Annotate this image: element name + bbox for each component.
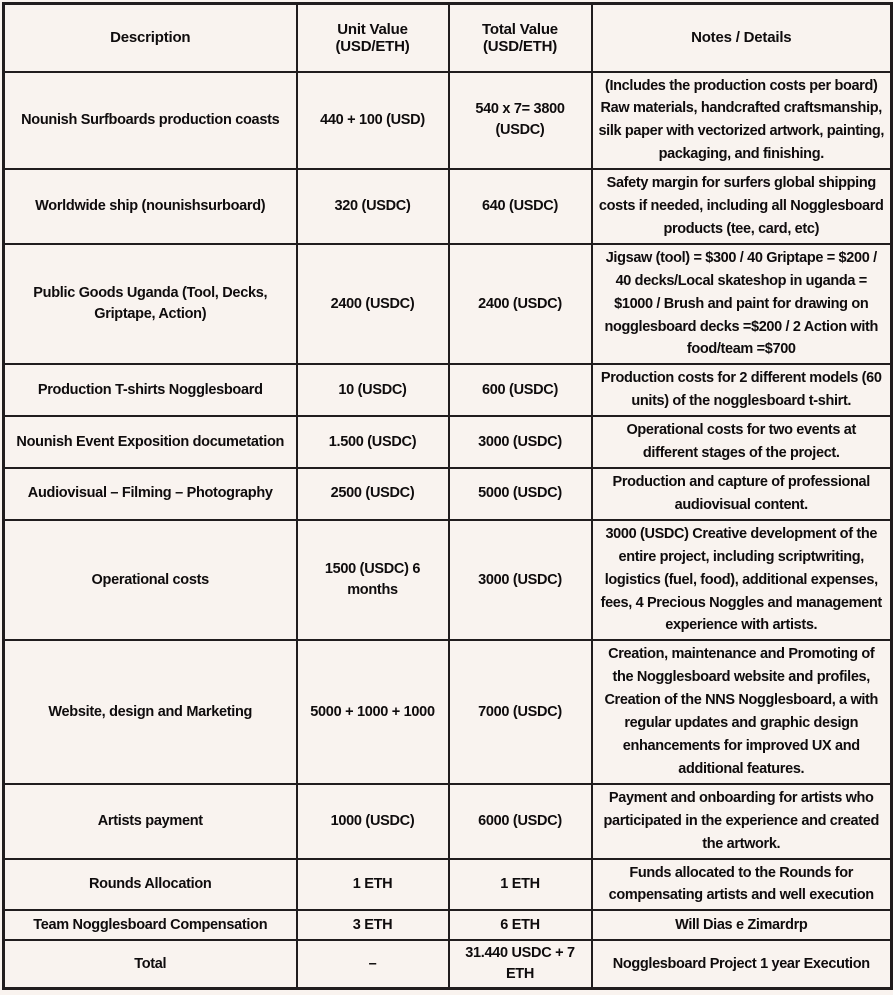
cell-notes: Jigsaw (tool) = $300 / 40 Griptape = $200 / 40 decks/Local skateshop in uganda = $1000 / Brush and paint for drawing on nogglesboard decks =$200 / 2 Action with food/team =$700 bbox=[592, 244, 892, 365]
cell-notes: Creation, maintenance and Promoting of the Nogglesboard website and profiles, Creation of the NNS Nogglesboard, a with regular updates and graphic design enhancements for improved UX and additional features. bbox=[592, 640, 892, 783]
header-notes: Notes / Details bbox=[592, 4, 892, 72]
header-unit-value: Unit Value (USD/ETH) bbox=[297, 4, 449, 72]
cell-description: Public Goods Uganda (Tool, Decks, Griptape, Action) bbox=[4, 244, 297, 365]
cell-total-value: 540 x 7= 3800 (USDC) bbox=[449, 72, 592, 170]
cell-unit-value: 320 (USDC) bbox=[297, 169, 449, 244]
cell-total-value: 6 ETH bbox=[449, 910, 592, 940]
cell-notes: Production costs for 2 different models (60 units) of the nogglesboard t-shirt. bbox=[592, 364, 892, 416]
cell-notes: Payment and onboarding for artists who participated in the experience and created the artwork. bbox=[592, 784, 892, 859]
cell-description: Nounish Surfboards production coasts bbox=[4, 72, 297, 170]
cell-total-value: 2400 (USDC) bbox=[449, 244, 592, 365]
cell-notes: Production and capture of professional audiovisual content. bbox=[592, 468, 892, 520]
header-row bbox=[4, 4, 892, 72]
cell-unit-value: 1000 (USDC) bbox=[297, 784, 449, 859]
cell-unit-value: 2500 (USDC) bbox=[297, 468, 449, 520]
cell-unit-value: 3 ETH bbox=[297, 910, 449, 940]
cell-unit-value: 440 + 100 (USD) bbox=[297, 72, 449, 170]
cell-description: Production T-shirts Nogglesboard bbox=[4, 364, 297, 416]
table-row-total bbox=[4, 940, 892, 989]
cell-total-value: 600 (USDC) bbox=[449, 364, 592, 416]
cell-description: Worldwide ship (nounishsurboard) bbox=[4, 169, 297, 244]
cell-total-value: 7000 (USDC) bbox=[449, 640, 592, 783]
header-total-value: Total Value (USD/ETH) bbox=[449, 4, 592, 72]
table-row bbox=[4, 244, 892, 365]
cell-unit-value: 1.500 (USDC) bbox=[297, 416, 449, 468]
cell-total-value: 3000 (USDC) bbox=[449, 416, 592, 468]
table-row bbox=[4, 520, 892, 641]
cell-notes: Operational costs for two events at different stages of the project. bbox=[592, 416, 892, 468]
cell-unit-value: 1 ETH bbox=[297, 859, 449, 911]
table-row bbox=[4, 416, 892, 468]
cell-description: Website, design and Marketing bbox=[4, 640, 297, 783]
cell-unit-value: 5000 + 1000 + 1000 bbox=[297, 640, 449, 783]
table-row bbox=[4, 364, 892, 416]
cell-notes: 3000 (USDC) Creative development of the entire project, including scriptwriting, logistics (fuel, food), additional expenses, fees, 4 Precious Noggles and management experience with artists. bbox=[592, 520, 892, 641]
cell-notes: Safety margin for surfers global shipping costs if needed, including all Nogglesboard products (tee, card, etc) bbox=[592, 169, 892, 244]
cell-total-value: 31.440 USDC + 7 ETH bbox=[449, 940, 592, 989]
table-row bbox=[4, 72, 892, 170]
cell-description: Audiovisual – Filming – Photography bbox=[4, 468, 297, 520]
cell-description: Team Nogglesboard Compensation bbox=[4, 910, 297, 940]
table-row bbox=[4, 910, 892, 940]
cell-description: Rounds Allocation bbox=[4, 859, 297, 911]
cell-total-value: 640 (USDC) bbox=[449, 169, 592, 244]
cell-unit-value: – bbox=[297, 940, 449, 989]
table-row bbox=[4, 468, 892, 520]
cell-unit-value: 2400 (USDC) bbox=[297, 244, 449, 365]
table-row bbox=[4, 859, 892, 911]
cell-total-value: 1 ETH bbox=[449, 859, 592, 911]
cell-description: Nounish Event Exposition documetation bbox=[4, 416, 297, 468]
cell-description: Total bbox=[4, 940, 297, 989]
cell-notes: Will Dias e Zimardrp bbox=[592, 910, 892, 940]
cell-total-value: 5000 (USDC) bbox=[449, 468, 592, 520]
cell-total-value: 3000 (USDC) bbox=[449, 520, 592, 641]
table-row bbox=[4, 784, 892, 859]
cell-description: Artists payment bbox=[4, 784, 297, 859]
cell-description: Operational costs bbox=[4, 520, 297, 641]
budget-table bbox=[2, 2, 893, 990]
table-row bbox=[4, 169, 892, 244]
cell-notes: Funds allocated to the Rounds for compensating artists and well execution bbox=[592, 859, 892, 911]
cell-notes: Nogglesboard Project 1 year Execution bbox=[592, 940, 892, 989]
header-description: Description bbox=[4, 4, 297, 72]
cell-notes: (Includes the production costs per board) Raw materials, handcrafted craftsmanship, silk paper with vectorized artwork, painting, packaging, and finishing. bbox=[592, 72, 892, 170]
cell-unit-value: 1500 (USDC) 6 months bbox=[297, 520, 449, 641]
cell-unit-value: 10 (USDC) bbox=[297, 364, 449, 416]
cell-total-value: 6000 (USDC) bbox=[449, 784, 592, 859]
table-row bbox=[4, 640, 892, 783]
